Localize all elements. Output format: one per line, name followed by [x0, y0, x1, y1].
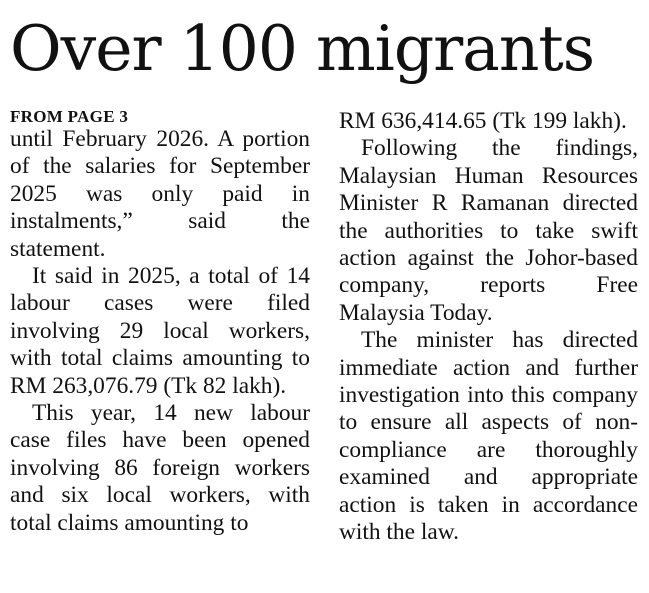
continuation-kicker: FROM PAGE 3 — [10, 107, 129, 126]
article-column-left — [10, 108, 310, 537]
body-paragraph: until February 2026. A portion of the salaries for September 2025 was only paid in instalments,” said the statement. — [10, 126, 310, 262]
article-column-right — [339, 108, 638, 547]
body-paragraph: It said in 2025, a total of 14 labour cases were filed involving 29 local workers, with total claims amounting to RM 263,076.79 (Tk 82 lakh). — [10, 263, 310, 399]
body-paragraph: RM 636,414.65 (Tk 199 lakh). — [339, 108, 627, 134]
body-paragraph: This year, 14 new labour case files have been opened involving 86 foreign workers and six local workers, with total claims amounting to — [10, 400, 310, 536]
headline: Over 100 migrants — [10, 12, 595, 85]
body-paragraph: Following the findings, Malaysian Human Resources Minister R Ramanan directed the authorities to take swift action against the Johor-based company, reports Free Malaysia Today. — [339, 135, 638, 326]
body-paragraph: The minister has directed immediate action and further investigation into this company to ensure all aspects of non-compliance are thoroughly examined and appropriate action is taken in accordance with the law. — [339, 327, 638, 546]
